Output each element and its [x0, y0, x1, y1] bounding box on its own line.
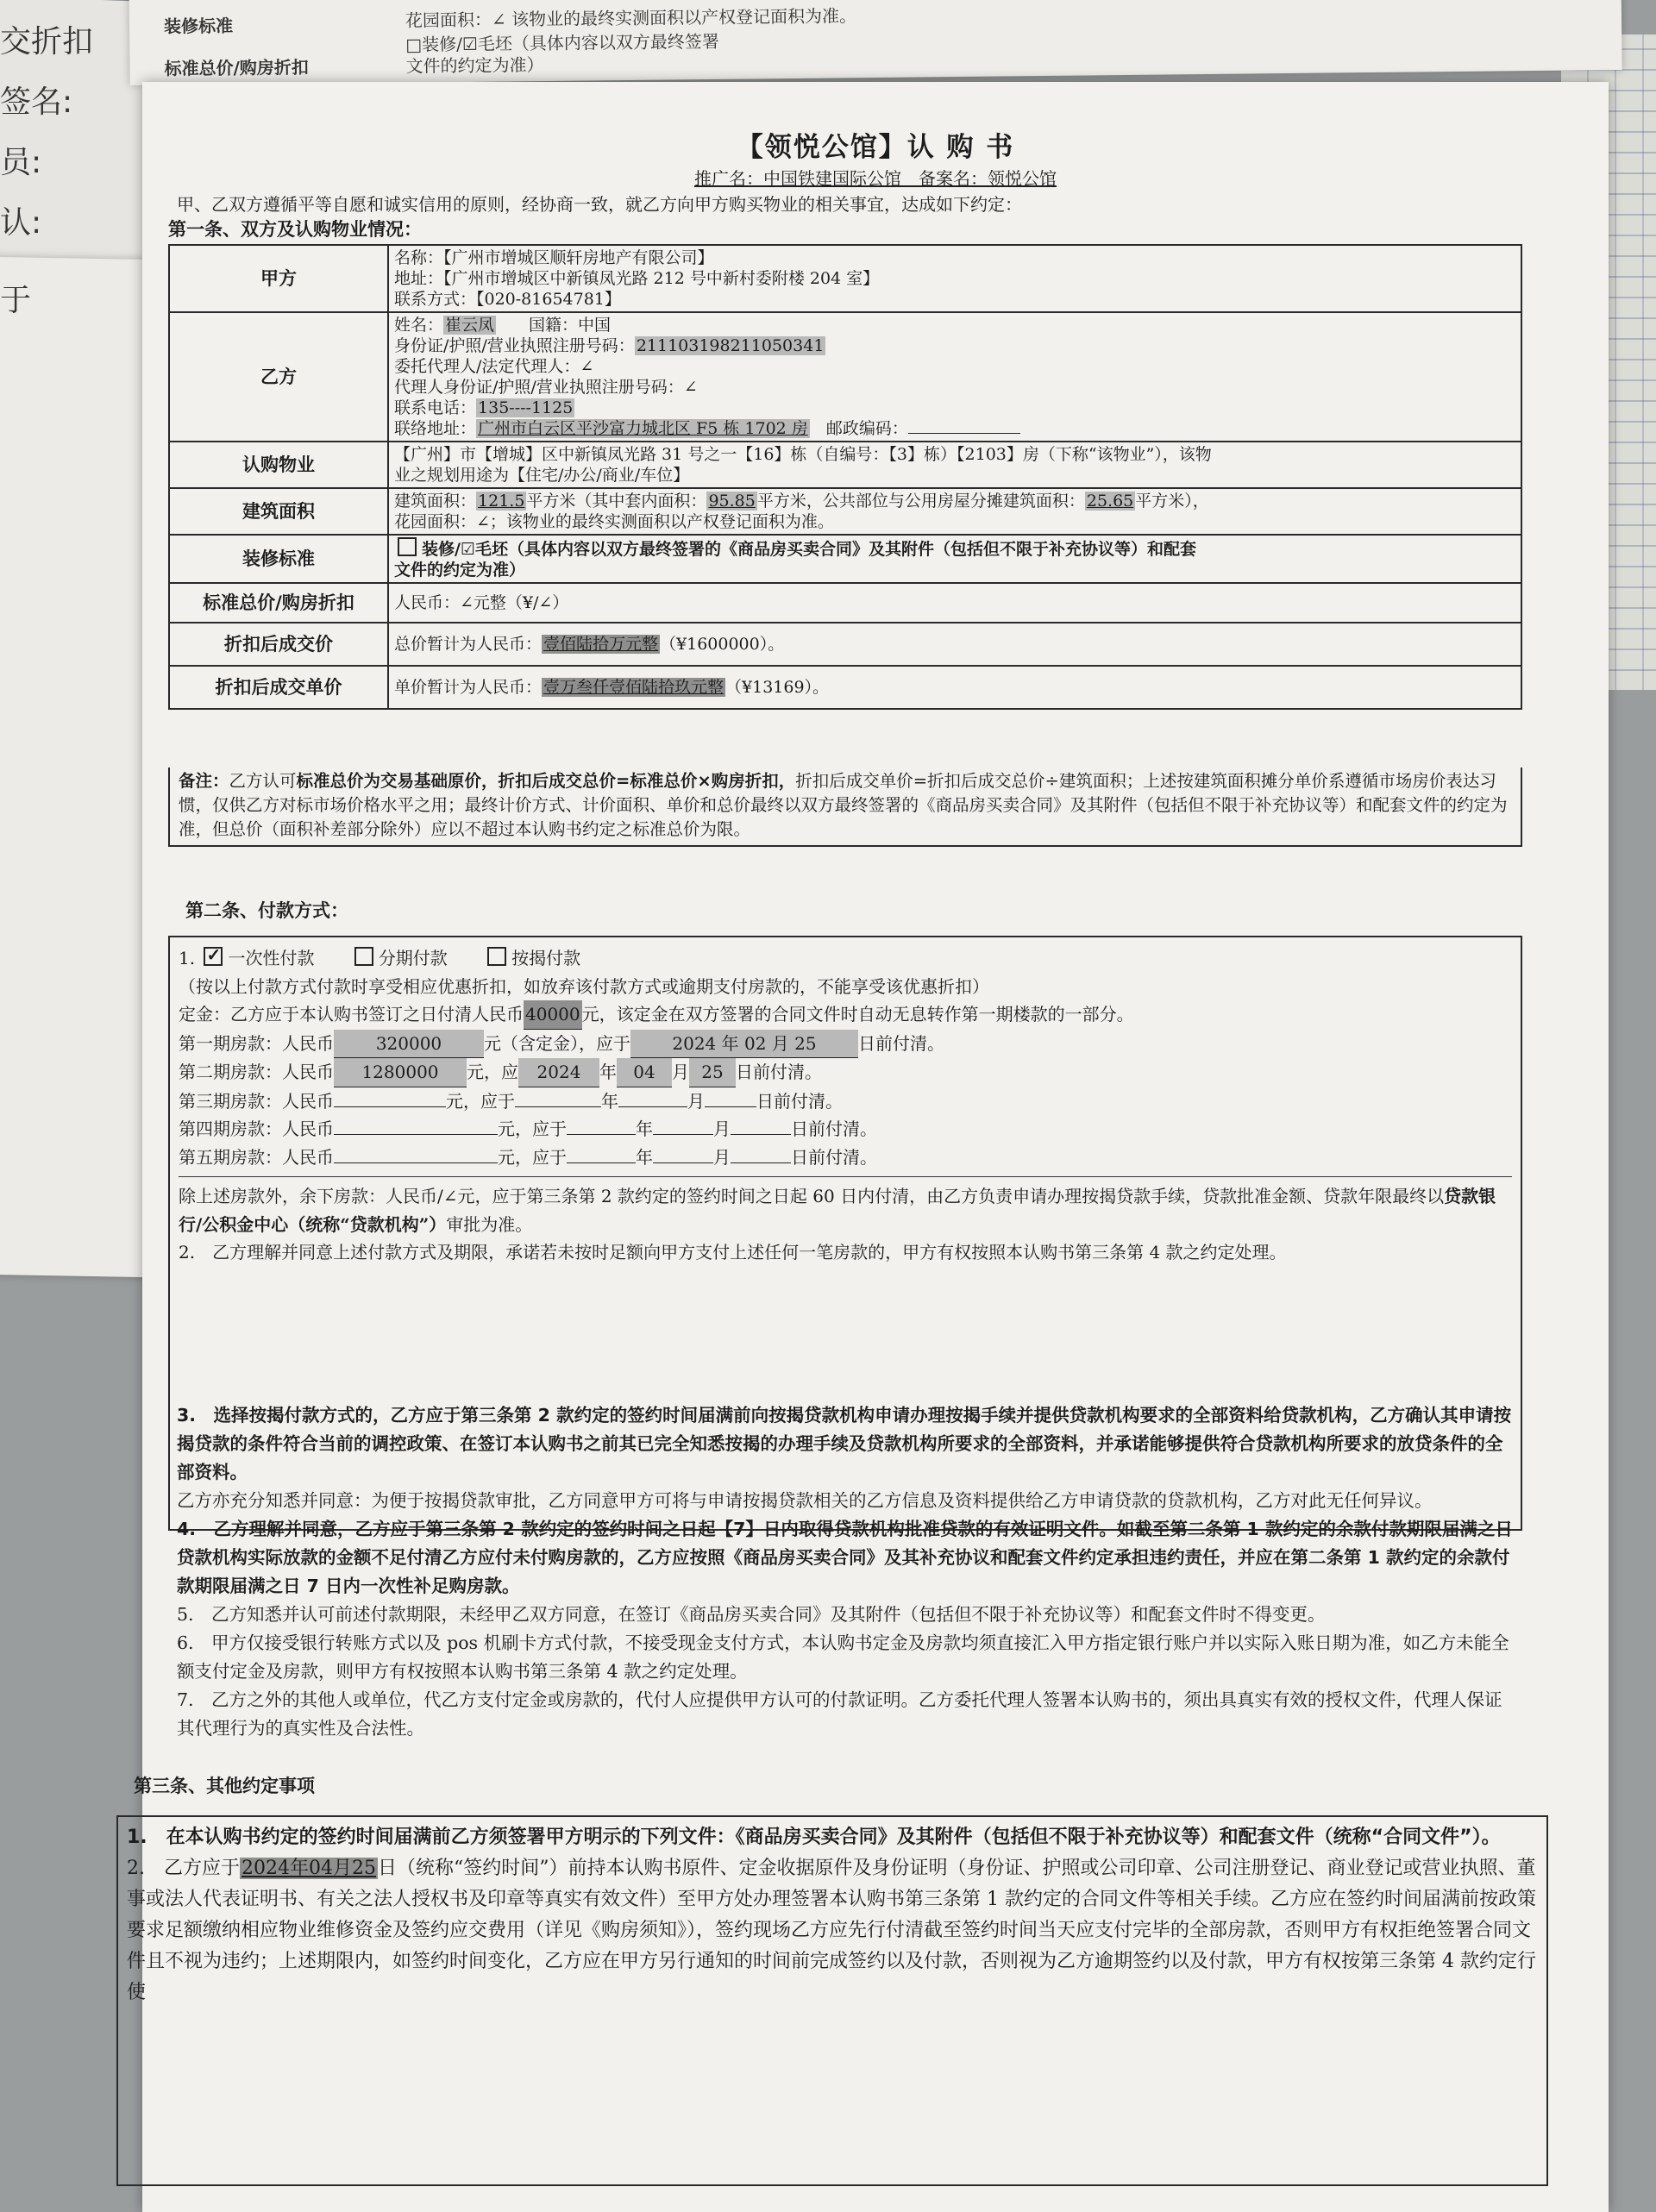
standard-price-row: 标准总价/购房折扣 人民币：∠元整（¥/∠） [169, 583, 1521, 623]
decorated-checkbox [398, 537, 417, 556]
divider [179, 1176, 1512, 1177]
second-payment-amount: 1280000 [334, 1058, 467, 1087]
bg-fragment: 于 [0, 283, 32, 318]
decoration-row: 装修标准 装修/☑毛坯（具体内容以双方最终签署的《商品房买卖合同》及其附件（包括但不限于补充协议等）和配套 文件的约定为准） [169, 535, 1521, 583]
background-sheet-top [129, 0, 1622, 85]
top-sheet-text: 标准总价/购房折扣 [164, 56, 309, 79]
document-title: 【领悦公馆】认 购 书 [736, 132, 1015, 163]
signing-date: 2024年04月25 [242, 1858, 376, 1879]
area-row: 建筑面积 建筑面积： 121.5 平方米（其中套内面积： 95.85 平方米，公共部位与公用房屋分摊建筑面积： 25.65 平方米）， 花园面积：∠；该物业的最终实测面积以产权登记面积为准。 [169, 488, 1521, 535]
section-3-title: 第三条、其他约定事项 [134, 1776, 315, 1796]
first-payment-amount: 320000 [334, 1030, 484, 1059]
party-b-label: 乙方 [169, 312, 388, 442]
top-sheet-text: 花园面积：∠ 该物业的最终实测面积以产权登记面积为准。 [405, 5, 857, 31]
bg-fragment: 签名: [0, 85, 73, 120]
buyer-phone: 135----1125 [478, 398, 574, 417]
section-2-title: 第二条、付款方式： [185, 900, 348, 921]
deal-total-words: 壹佰陆拾万元整 [543, 635, 659, 654]
first-payment-date: 2024 年 02 月 25 [630, 1030, 858, 1059]
party-a-row [169, 245, 1521, 312]
subscription-document [127, 82, 1609, 2212]
gross-area: 121.5 [478, 492, 525, 511]
bg-fragment: 员: [0, 145, 42, 180]
payment-terms-continued: 3. 选择按揭付款方式的，乙方应于第三条第 2 款约定的签约时间届满前向按揭贷款机构申请办理按揭手续并提供贷款机构要求的全部资料给贷款机构，乙方确认其申请按揭贷款的条件符合当前的调控政策、在签订本认购书之前其已完全知悉按揭的办理手续及贷款机构所要求的全部资料，并承诺能够提供符合贷款机构所要求的放贷条件的全部资料。 乙方亦充分知悉并同意：为便于按揭贷款审批，乙方同意甲方可将与申请按揭贷款相关的乙方信息及资料提供给乙方申请贷款的贷款机构，乙方对此无任何异议。 4. 乙方理解并同意，乙方应于第三条第 2 款约定的签约时间之日起【7】日内取得贷款机构批准贷款的有效证明文件。如截至第二条第 1 款约定的余款付款期限届满之日贷款机构实际放款的金额不足付清乙方应付未付购房款的，乙方应按照《商品房买卖合同》及其补充协议和配套文件约定承担违约责任，并应在第二条第 1 款约定的余款付款期限届满之日 7 日内一次性补足购房款。 5. 乙方知悉并认可前述付款期限，未经甲乙双方同意，在签订《商品房买卖合同》及其附件（包括但不限于补充协议等）和配套文件时不得变更。 6. 甲方仅接受银行转账方式以及 pos 机刷卡方式付款，不接受现金支付方式，本认购书定金及房款均须直接汇入甲方指定银行账户并以实际入账日期为准，如乙方未能全额支付定金及房款，则甲方有权按照本认购书第三条第 4 款之约定处理。 7. 乙方之外的其他人或单位，代乙方支付定金或房款的，代付人应提供甲方认可的付款证明。乙方委托代理人签署本认购书的，须出具真实有效的授权文件，代理人保证其代理行为的真实性及合法性。 [177, 1405, 1513, 1739]
payment-box: 1. ✓ 一次性付款 分期付款 按揭付款 （按以上付款方式付款时享受相应优惠折扣，如放弃该付款方式或逾期支付房款的，不能享受该优惠折扣） 定金：乙方应于本认购书签订之日付清人民币 40000 元，该定金在双方签署的合同文件时自动无息转作第一期楼款的一部分。 第一期房款：人民币 320000 元（含定金），应于 2024 年 02 月 25 日前付清。 第二期房款：人民币 1280000 元，应 2024 年 04 月 25 日前付清。 第三期房款：人民币 元，应于 年 月 日前付清。 第四期房款：人民币 元，应于 年 月 日前付清。 第五期房款：人民币 元，应于 年 月 日前付清。 除上述房款外，余下房款：人民币/∠元，应于第三条第 2 款约定的签约时间之日起 60 日内付清，由乙方负责申请办理按揭贷款手续，贷款批准金额、贷款年限最终以贷款银行/公积金中心（统称“贷款机构”）审批为准。 2. 乙方理解并同意上述付款方式及期限，承诺若未按时足额向甲方支付上述任何一笔房款的，甲方有权按照本认购书第三条第 4 款之约定处理。 [168, 936, 1522, 1531]
bg-fragment: 交折扣 [0, 24, 94, 60]
installment-checkbox[interactable] [354, 947, 373, 966]
party-b-details: 姓名： 崔云凤 国籍：中国 身份证/护照/营业执照注册号码： 211103198211050341 委托代理人/法定代理人：∠ 代理人身份证/护照/营业执照注册号码：∠ 联系电话： 135----1125 联络地址： 广州市白云区平沙富力城北区 F5 栋 1702 房 邮政编码： [388, 312, 1521, 442]
party-b-row [169, 312, 1521, 442]
remark-box: 备注：乙方认可标准总价为交易基础原价，折扣后成交总价=标准总价×购房折扣，折扣后成交单价=折扣后成交总价÷建筑面积；上述按建筑面积摊分单价系遵循市场房价表达习惯，仅供乙方对标市场价格水平之用；最终计价方式、计价面积、单价和总价最终以双方最终签署的《商品房买卖合同》及其附件（包括但不限于补充协议等）和配套文件的约定为准，但总价（面积补差部分除外）应以不超过本认购书约定之标准总价为限。 [168, 768, 1522, 847]
buyer-name: 崔云凤 [445, 316, 495, 335]
lump-sum-checkbox[interactable] [204, 947, 223, 966]
mortgage-checkbox[interactable] [487, 947, 506, 966]
buyer-id-number: 211103198211050341 [636, 336, 825, 355]
property-row: 认购物业 【广州】市【增城】区中新镇凤光路 31 号之一【16】栋（自编号：【3】栋）【2103】房（下称“该物业”），该物 业之规划用途为【住宅/办公/商业/车位】 [169, 442, 1521, 488]
other-terms-box: 1. 在本认购书约定的签约时间届满前乙方须签署甲方明示的下列文件：《商品房买卖合同》及其附件（包括但不限于补充协议等）和配套文件（统称“合同文件”）。 2. 乙方应于2024年04月25日（统称“签约时间”）前持本认购书原件、定金收据原件及身份证明（身份证、护照或公司印章、公司注册登记、商业登记或营业执照、董事或法人代表证明书、有关之法人授权书及印章等真实有效文件）至甲方处办理签署本认购书第三条第 1 款约定的合同文件等相关手续。乙方应在签约时间届满前按政策要求足额缴纳相应物业维修资金及签约应交费用（详见《购房须知》），签约现场乙方应先行付清截至签约时间当天应支付完毕的全部房款，否则甲方有权拒绝签署合同文件且不视为违约；上述期限内，如签约时间变化，乙方应在甲方另行通知的时间前完成签约以及付款，否则视为乙方逾期签约以及付款，甲方有权按第三条第 4 款约定行使 [116, 1815, 1548, 2186]
top-sheet-text: 装修标准 [163, 15, 234, 37]
parties-table [168, 244, 1522, 710]
top-sheet-text: □装修/☑毛坯（具体内容以双方最终签署 [405, 30, 719, 55]
party-a-label: 甲方 [169, 245, 388, 312]
intro-text: 甲、乙双方遵循平等自愿和诚实信用的原则，经协商一致，就乙方向甲方购买物业的相关事宜，达成如下约定： [177, 194, 1022, 215]
deal-unit-words: 壹万叁仟壹佰陆拾玖元整 [543, 678, 724, 697]
top-sheet-text: 文件的约定为准） [405, 54, 544, 77]
deal-unit-row: 折扣后成交单价 单价暂计为人民币： 壹万叁仟壹佰陆拾玖元整 （¥13169）。 [169, 666, 1521, 709]
deposit-amount: 40000 [524, 1000, 582, 1030]
inner-area: 95.85 [708, 492, 756, 511]
buyer-address: 广州市白云区平沙富力城北区 F5 栋 1702 房 [478, 419, 808, 438]
bg-fragment: 认: [0, 205, 42, 241]
deal-total-row: 折扣后成交价 总价暂计为人民币： 壹佰陆拾万元整 （¥1600000）。 [169, 623, 1521, 666]
section-1-title: 第一条、双方及认购物业情况： [168, 219, 422, 240]
document-subtitle: 推广名：中国铁建国际公馆 备案名：领悦公馆 [694, 168, 1057, 189]
shared-area: 25.65 [1086, 492, 1134, 511]
party-a-details: 名称：【广州市增城区顺轩房地产有限公司】 地址：【广州市增城区中新镇凤光路 212 号中新村委附楼 204 室】 联系方式：【020-81654781】 [388, 245, 1521, 312]
